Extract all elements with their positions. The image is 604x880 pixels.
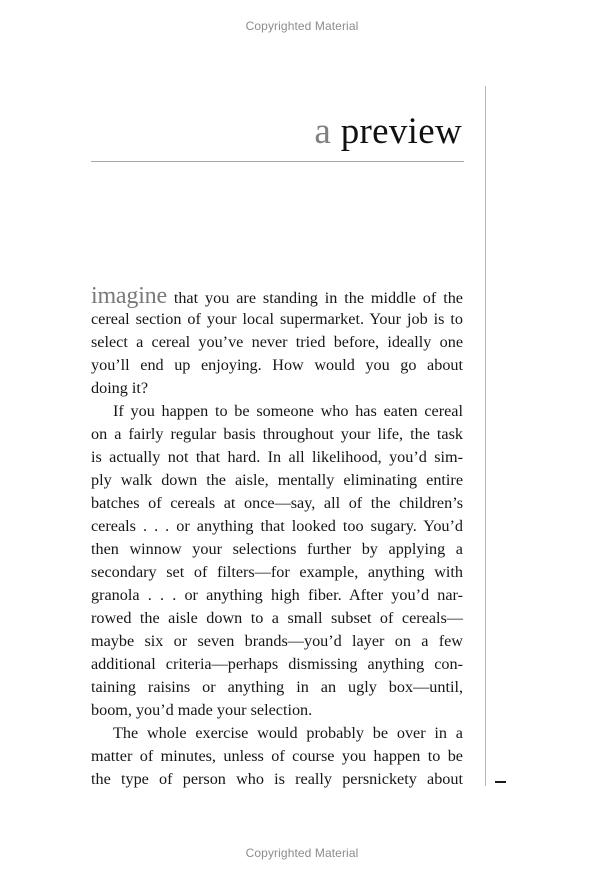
text-line: on a fairly regular basis throughout your life, the task	[91, 425, 463, 443]
text-line: additional criteria—perhaps dismissing anything con-	[91, 655, 463, 673]
chapter-title-word: preview	[340, 111, 462, 152]
text-line: ply walk down the aisle, mentally eliminating entire	[91, 471, 463, 489]
text-line: batches of cereals at once—say, all of the children’s	[91, 494, 463, 512]
text-line: then winnow your selections further by applying a	[91, 540, 463, 558]
text-line: matter of minutes, unless of course you happen to be	[91, 747, 463, 765]
text-line: cereal section of your local supermarket. Your job is to	[91, 310, 463, 328]
body-text	[91, 285, 463, 791]
text-line: is actually not that hard. In all likelihood, you’d sim-	[91, 448, 463, 466]
margin-rule	[485, 86, 486, 786]
page-edge-mark	[495, 781, 506, 783]
text-line: the type of person who is really persnickety about	[91, 770, 463, 788]
text-line: doing it?	[91, 379, 149, 397]
text-line: boom, you’d made your selection.	[91, 701, 313, 719]
text-line-content: that you are standing in the middle of the	[166, 289, 463, 307]
text-line: maybe six or seven brands—you’d layer on a few	[91, 632, 463, 650]
copyright-watermark-bottom: Copyrighted Material	[245, 846, 359, 860]
text-line: rowed the aisle down to a small subset of cereals—	[91, 609, 463, 627]
copyright-watermark-top: Copyrighted Material	[245, 19, 359, 33]
text-line: you’ll end up enjoying. How would you go about	[91, 356, 463, 374]
lead-word: imagine	[91, 283, 167, 309]
text-line: granola . . . or anything high fiber. After you’d nar-	[91, 586, 463, 604]
text-line: If you happen to be someone who has eaten cereal	[113, 402, 463, 420]
text-line: cereals . . . or anything that looked too sugary. You’d	[91, 517, 463, 535]
title-underline	[91, 161, 464, 162]
text-line: select a cereal you’ve never tried before, ideally one	[91, 333, 463, 351]
text-line: The whole exercise would probably be over in a	[113, 724, 463, 742]
text-line: taining raisins or anything in an ugly box—until,	[91, 678, 463, 696]
chapter-title-article: a	[314, 111, 332, 152]
text-line: secondary set of filters—for example, anything with	[91, 563, 463, 581]
text-line	[91, 285, 463, 308]
chapter-title	[314, 109, 462, 155]
